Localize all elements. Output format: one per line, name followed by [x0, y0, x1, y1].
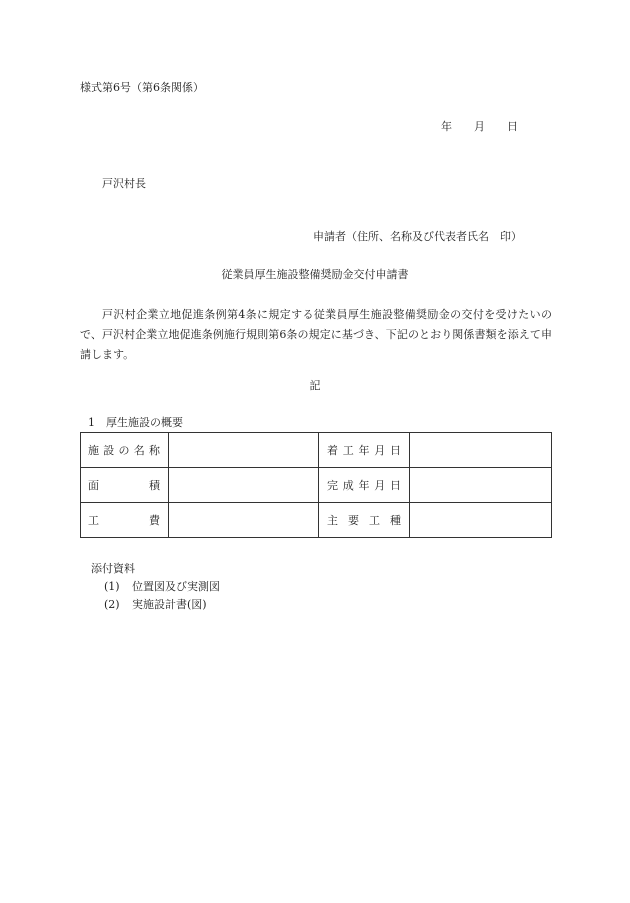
main-work-type-label: 主要工種 — [319, 503, 410, 538]
area-value[interactable] — [169, 468, 319, 503]
date-year-label: 年 — [441, 120, 452, 133]
form-number: 様式第6号（第6条関係） — [80, 81, 204, 94]
attachment-item — [104, 598, 207, 612]
completion-date-value[interactable] — [410, 468, 552, 503]
construction-start-date-label: 着工年月日 — [319, 433, 410, 468]
attachment-label: 実施設計書(図) — [132, 598, 207, 611]
document-title: 従業員厚生施設整備奨励金交付申請書 — [221, 268, 409, 281]
attachment-number: (1) — [104, 580, 120, 593]
applicant-line: 申請者（住所、名称及び代表者氏名 印） — [313, 230, 522, 243]
recipient: 戸沢村長 — [102, 177, 146, 190]
body-paragraph: 戸沢村企業立地促進条例第4条に規定する従業員厚生施設整備奨励金の交付を受けたいので、戸沢村企業立地促進条例施行規則第6条の規定に基づき、下記のとおり関係書類を添えて申請します。 — [80, 308, 552, 361]
attachment-item — [104, 580, 220, 594]
table-row — [81, 433, 552, 468]
facility-name-label: 施設の名称 — [81, 433, 169, 468]
section-number: 1 — [88, 416, 95, 429]
table-row — [81, 468, 552, 503]
completion-date-label: 完成年月日 — [319, 468, 410, 503]
ki-heading: 記 — [309, 379, 321, 392]
facility-name-value[interactable] — [169, 433, 319, 468]
facility-overview-table — [80, 432, 552, 538]
attachments-title: 添付資料 — [91, 562, 135, 575]
section-title: 厚生施設の概要 — [106, 416, 183, 429]
date-month-label: 月 — [474, 120, 485, 133]
attachment-number: (2) — [104, 598, 120, 611]
construction-cost-value[interactable] — [169, 503, 319, 538]
table-row — [81, 503, 552, 538]
section-heading — [88, 416, 183, 430]
date-line — [441, 120, 518, 134]
area-label: 面積 — [81, 468, 169, 503]
construction-start-date-value[interactable] — [410, 433, 552, 468]
date-day-label: 日 — [507, 120, 518, 133]
main-work-type-value[interactable] — [410, 503, 552, 538]
attachment-label: 位置図及び実測図 — [132, 580, 220, 593]
construction-cost-label: 工費 — [81, 503, 169, 538]
